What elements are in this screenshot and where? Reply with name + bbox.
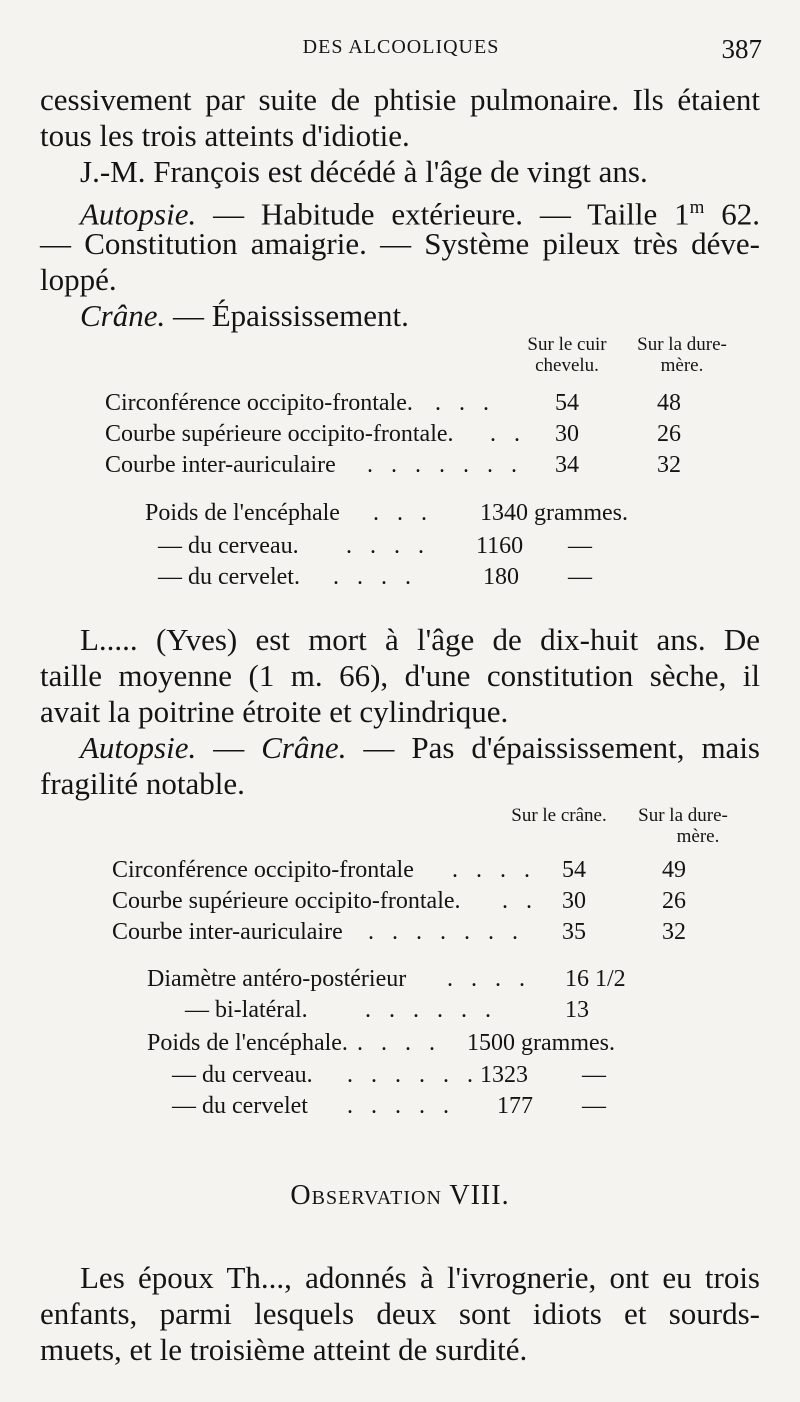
para2-line2: Autopsie. — Habitude extérieure. — Taille 1$^m$ 62.: [80, 196, 761, 232]
table1-row: Circonférence occipito-frontale. . . . 54 48: [105, 390, 681, 416]
para4-line1: Les époux Th..., adonnés à l'ivrognerie, ont eu trois: [80, 1260, 760, 1295]
table2-weight-row: — du cerveau. . . . . . . 1323 —: [172, 1062, 606, 1088]
para1-line2: tous les trois atteints d'idiotie.: [40, 118, 410, 153]
table2-row: Circonférence occipito-frontale . . . . 54 49: [112, 857, 686, 883]
para3-line2: taille moyenne (1 m. 66), d'une constitution sèche, il: [40, 658, 760, 693]
table2-diam-row: — bi-latéral. . . . . . . 13: [185, 997, 589, 1023]
table1-col2-head: Sur la dure- mère.: [637, 334, 727, 376]
table1-weight-row: Poids de l'encéphale . . . 1340 grammes.: [145, 500, 628, 526]
page-header: [40, 36, 762, 66]
table2-col2-head: Sur la dure- mère.: [638, 805, 728, 847]
para2-line1: J.-M. François est décédé à l'âge de vingt ans.: [80, 154, 648, 189]
para3-line4: Autopsie. — Crâne. — Pas d'épaississement, mais: [80, 730, 760, 765]
page-number: 387: [721, 34, 762, 64]
table1-row: Courbe inter-auriculaire . . . . . . . 34 32: [105, 452, 681, 478]
table2-weight-row: Poids de l'encéphale. . . . . 1500 grammes.: [147, 1030, 615, 1056]
para3-line3: avait la poitrine étroite et cylindrique.: [40, 694, 509, 729]
crane-label: Crâne.: [261, 730, 347, 765]
para4-line2: enfants, parmi lesquels deux sont idiots et sourds-: [40, 1296, 760, 1331]
table2-weight-row: — du cervelet . . . . . 177 —: [172, 1093, 606, 1119]
para1-line1: cessivement par suite de phtisie pulmonaire. Ils étaient: [40, 82, 760, 117]
table1-col1-head: Sur le cuir chevelu.: [527, 334, 607, 376]
para3-line1: L..... (Yves) est mort à l'âge de dix-huit ans. De: [80, 622, 760, 657]
crane-label: Crâne.: [80, 298, 166, 333]
table2-row: Courbe inter-auriculaire . . . . . . . 35 32: [112, 919, 686, 945]
table2-diam-row: Diamètre antéro-postérieur . . . . 16 1/2: [147, 966, 626, 992]
table2-col1-head: Sur le crâne.: [511, 805, 607, 826]
para2-line4: loppé.: [40, 262, 117, 297]
para2-line3: — Constitution amaigrie. — Système pileux très déve-: [40, 226, 760, 261]
observation-heading: Observation VIII.: [290, 1180, 510, 1211]
table2-row: Courbe supérieure occipito-frontale. . . 30 26: [112, 888, 686, 914]
table1-row: Courbe supérieure occipito-frontale. . . 30 26: [105, 421, 681, 447]
table1-weight-row: — du cerveau. . . . . 1160 —: [158, 533, 592, 559]
para3-line5: fragilité notable.: [40, 766, 245, 801]
autopsie-label: Autopsie.: [80, 730, 197, 765]
para4-line3: muets, et le troisième atteint de surdité.: [40, 1332, 528, 1367]
crane1-line: Crâne. — Épaississement.: [80, 298, 409, 333]
running-title: DES ALCOOLIQUES: [302, 36, 500, 58]
table1-weight-row: — du cervelet. . . . . 180 —: [158, 564, 592, 590]
autopsie-label: Autopsie.: [80, 196, 197, 232]
